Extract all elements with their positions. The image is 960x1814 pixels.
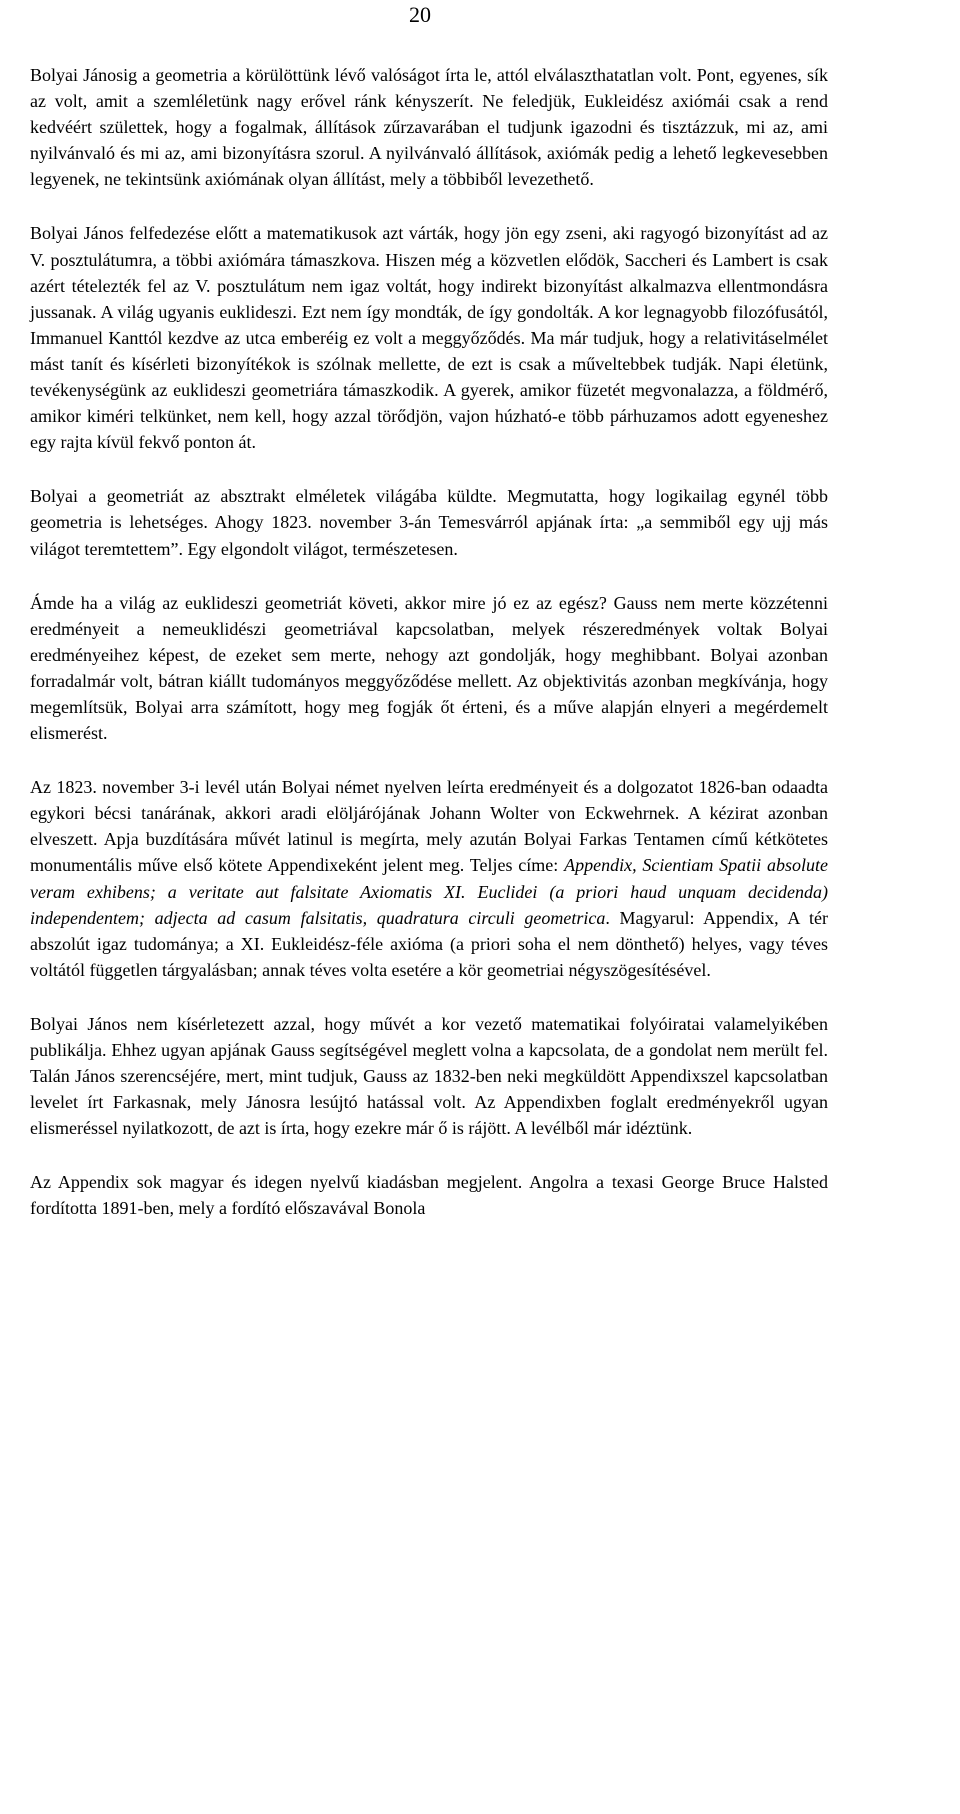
paragraph-2: Bolyai János felfedezése előtt a matematikusok azt várták, hogy jön egy zseni, aki ragyogó bizonyítást ad az V. posztulátumra, a többi axiómára támaszkova. Hiszen még a közvetlen elődök, Saccheri és Lambert is csak azért tételezték fel az V. posztulátum nem igaz voltát, hogy indirekt bizonyítást alkalmazva ellentmondásra jussanak. A világ ugyanis euklideszi. Ezt nem így mondták, de így gondolták. A kor legnagyobb filozófusától, Immanuel Kanttól kezdve az utca emberéig ez volt a meggyőződés. Ma már tudjuk, hogy a relativitáselmélet mást tanít és kísérleti bizonyítékok is szólnak mellette, de ezt is csak a műveltebbek tudják. Napi életünk, tevékenységünk az euklideszi geometriára támaszkodik. A gyerek, amikor füzetét megvonalazza, a földmérő, amikor kiméri telkünket, nem kell, hogy azzal törődjön, vajon húzható-e több párhuzamos adott egyeneshez egy rajta kívül fekvő ponton át. [30,223,828,453]
paragraph-4: Ámde ha a világ az euklideszi geometriát követi, akkor mire jó ez az egész? Gauss nem merte közzétenni eredményeit a nemeuklidészi geometriával kapcsolatban, melyek részeredmények voltak Bolyai eredményeihez képest, de ezeket sem merte, nehogy azt gondolják, hogy meghibbant. Bolyai azonban forradalmár volt, bátran kiállt tudományos meggyőződése mellett. Az objektivitás azonban megkívánja, hogy megemlítsük, Bolyai arra számított, hogy meg fogják őt érteni, és a műve alapján elnyeri a megérdemelt elismerést. [30,592,828,744]
paragraph-6: Bolyai János nem kísérletezett azzal, hogy művét a kor vezető matematikai folyóiratai valamelyikében publikálja. Ehhez ugyan apjának Gauss segítségével meglett volna a kapcsolata, de a gondolat nem merült fel. Talán János szerencséjére, mert, mint tudjuk, Gauss az 1832-ben neki megküldött Appendixszel kapcsolatban levelet írt Farkasnak, mely Jánosra lesújtó hatással volt. Az Appendixben foglalt eredményekről ugyan elismeréssel nyilatkozott, de azt is írta, hogy ezekre már ő is rájött. A levélből már idéztünk. [30,1013,828,1139]
paragraph-5-text-after: . Magyarul: Appendix, A tér abszolút igaz tudománya; a XI. Eukleidész-féle axióma (a priori soha el nem dönthető) helyes, vagy téves voltától független tárgyalásban; annak téves volta esetére a kör geometriai négyszögesítésével. [30,907,828,980]
paragraph-3: Bolyai a geometriát az absztrakt elméletek világába küldte. Megmutatta, hogy logikailag egynél több geometria is lehetséges. Ahogy 1823. november 3-án Temesvárról apjának írta: „a semmiből egy ujj más világot teremtettem”. Egy elgondolt világot, természetesen. [30,486,828,559]
paragraph-5-text-before: Az 1823. november 3-i levél után Bolyai német nyelven leírta eredményeit és a dolgozatot 1826-ban odaadta egykori bécsi tanárának, akkori aradi elöljárójának Johann Wolter von Eckwehrnek. A kézirat azonban elveszett. Apja buzdítására művét latinul is megírta, mely azután Bolyai Farkas Tentamen című kétkötetes monumentális műve első kötete Appendixeként jelent meg. Teljes címe: [30,777,828,876]
document-body [30,62,828,1250]
paragraph-5 [30,774,828,983]
appendix-full-title: Appendix, Scientiam Spatii absolute veram exhibens; a veritate aut falsitate Axiomatis XI. Euclidei (a priori haud unquam decidenda) independentem; adjecta ad casum falsitatis, quadratura circuli geometrica [30,855,828,928]
paragraph-7: Az Appendix sok magyar és idegen nyelvű kiadásban megjelent. Angolra a texasi George Bruce Halsted fordította 1891-ben, mely a fordító előszavával Bonola [30,1172,828,1219]
page-number: 20 [409,2,431,27]
paragraph-1: Bolyai Jánosig a geometria a körülöttünk lévő valóságot írta le, attól elválaszthatatlan volt. Pont, egyenes, sík az volt, amit a szemléletünk nagy erővel ránk kényszerít. Ne feledjük, Eukleidész axiómái csak a rend kedvéért születtek, hogy a fogalmak, állítások zűrzavarában el tudjunk igazodni és tisztázzuk, mi az, ami nyilvánvaló és mi az, ami bizonyításra szorul. A nyilvánvaló állítások, axiómák pedig a lehető legkevesebben legyenek, ne tekintsünk axiómának olyan állítást, mely a többiből levezethető. [30,65,828,190]
